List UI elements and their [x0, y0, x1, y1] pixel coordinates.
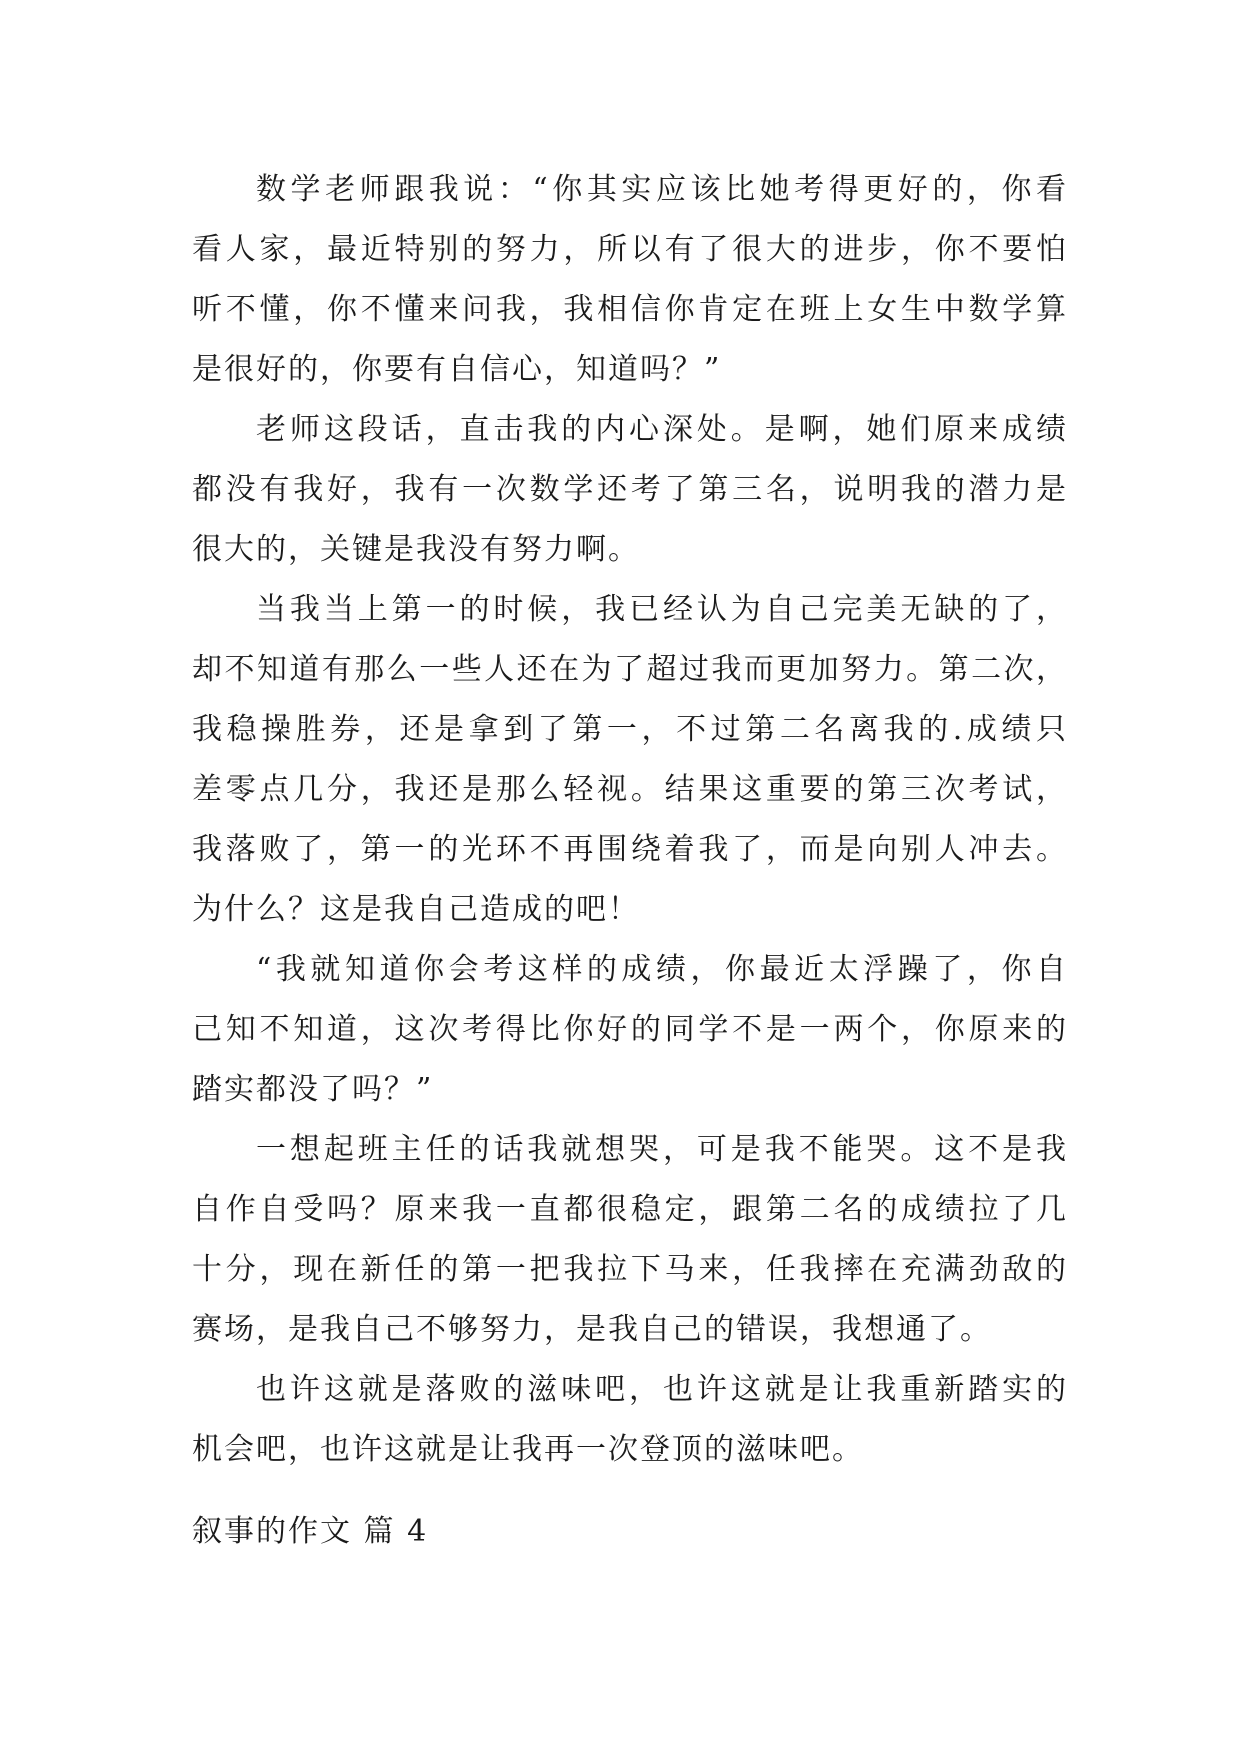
text-line: 也许这就是落败的滋味吧，也许这就是让我重新踏实的 [256, 1372, 1068, 1407]
paragraph [192, 400, 1068, 580]
text-line: 当我当上第一的时候，我已经认为自己完美无缺的了， [256, 592, 1068, 627]
text-line: 一想起班主任的话我就想哭，可是我不能哭。这不是我 [256, 1132, 1068, 1167]
paragraph [192, 580, 1068, 940]
text-line: 老师这段话，直击我的内心深处。是啊，她们原来成绩 [256, 412, 1068, 447]
text-line: 我落败了，第一的光环不再围绕着我了，而是向别人冲去。 [192, 832, 1068, 867]
text-line: “我就知道你会考这样的成绩，你最近太浮躁了，你自 [256, 952, 1068, 987]
text-line: 踏实都没了吗？” [192, 1072, 434, 1107]
essay-body [192, 160, 1068, 1480]
text-line: 我稳操胜券，还是拿到了第一，不过第二名离我的.成绩只 [192, 712, 1068, 747]
text-line: 自作自受吗？原来我一直都很稳定，跟第二名的成绩拉了几 [192, 1192, 1068, 1227]
text-line: 却不知道有那么一些人还在为了超过我而更加努力。第二次， [192, 652, 1068, 687]
text-line: 己知不知道，这次考得比你好的同学不是一两个，你原来的 [192, 1012, 1068, 1047]
paragraph [192, 1360, 1068, 1480]
text-line: 机会吧，也许这就是让我再一次登顶的滋味吧。 [192, 1432, 864, 1467]
section-heading: 叙事的作文 篇 4 [192, 1514, 429, 1549]
text-line: 都没有我好，我有一次数学还考了第三名，说明我的潜力是 [192, 472, 1068, 507]
text-line: 赛场，是我自己不够努力，是我自己的错误，我想通了。 [192, 1312, 992, 1347]
text-line: 数学老师跟我说：“你其实应该比她考得更好的，你看 [256, 172, 1068, 207]
text-line: 差零点几分，我还是那么轻视。结果这重要的第三次考试， [192, 772, 1068, 807]
text-line: 为什么？这是我自己造成的吧！ [192, 892, 640, 927]
text-line: 十分，现在新任的第一把我拉下马来，任我摔在充满劲敌的 [192, 1252, 1068, 1287]
text-line: 看人家，最近特别的努力，所以有了很大的进步，你不要怕 [192, 232, 1068, 267]
paragraph [192, 160, 1068, 400]
text-line: 听不懂，你不懂来问我，我相信你肯定在班上女生中数学算 [192, 292, 1068, 327]
paragraph [192, 1120, 1068, 1360]
paragraph [192, 940, 1068, 1120]
text-line: 很大的，关键是我没有努力啊。 [192, 532, 640, 567]
text-line: 是很好的，你要有自信心，知道吗？” [192, 352, 722, 387]
